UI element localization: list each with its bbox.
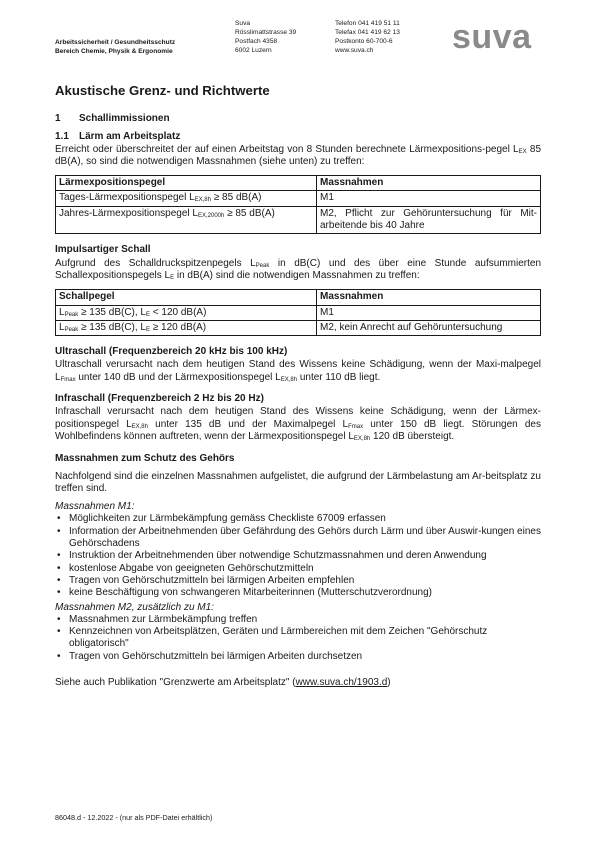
contact-line: Postkonto 60-700-6 [335,38,393,45]
section-label: Schallimmissionen [79,113,170,124]
address-line: Suva [235,20,251,27]
department-line: Arbeitssicherheit / Gesundheitsschutz [55,39,176,46]
m2-label: Massnahmen M2, zusätzlich zu M1: [55,601,214,613]
section-number: 1.1 [55,131,69,143]
list-item: • keine Beschäftigung von schwangeren Mitarbeiterinnen (Mutterschutzverordnung) [55,587,541,599]
ultrasound-heading: Ultraschall (Frequenzbereich 20 kHz bis 100 kHz) [55,346,288,358]
subsection-heading [55,131,541,143]
list-item: • Tragen von Gehörschutzmitteln bei lärmigen Arbeiten durchsetzen [55,651,541,663]
infrasound-heading: Infraschall (Frequenzbereich 2 Hz bis 20 Hz) [55,393,264,405]
list-item: • Information der Arbeitnehmenden über Gefährdung des Gehörs durch Lärm und über Auswir-kungen eines Gehörschadens [55,526,541,551]
address-block [235,19,296,55]
contact-line: www.suva.ch [335,47,374,54]
section-heading [55,113,541,125]
table-row: $L_{Peak} \ge 135$ dB(C), $L_E \ge 120$ dB(A) M2, kein Anrecht auf Gehöruntersuchung [56,320,541,335]
main-content [55,83,541,689]
address-line: 6002 Luzern [235,47,272,54]
list-item: • Instruktion der Arbeitnehmenden über notwendige Schutzmassnahmen und deren Anwendung [55,550,541,562]
table-header: Schallpegel [56,290,317,305]
department-line: Bereich Chemie, Physik & Ergonomie [55,48,173,55]
contact-line: Telefon 041 419 51 11 [335,20,400,27]
table-header: Massnahmen [317,290,541,305]
protection-heading: Massnahmen zum Schutz des Gehörs [55,453,235,465]
intro-paragraph: Erreicht oder überschreitet der auf einen Arbeitstag von 8 Stunden berechnete Lärmexpositions-pegel $L_{EX}$ 85 dB(A), so sind die notwendigen Massnahmen (siehe unten) zu treffen: [55,143,542,167]
table-row: Tages-Lärmexpositionspegel $L_{EX,8h} \ge 85$ dB(A) M1 [56,191,541,206]
contact-block [335,19,400,55]
infrasound-paragraph: Infraschall verursacht nach dem heutigen Stand des Wissens keine Schädigung, wenn der Lärmex-positionspegel $L_{EX,8h}$ unter 135 dB und der Maximalpegel $L_{Fmax}$ unter 150 dB liegt. Störungen des Wohlbefindens können auftreten, wenn der Lärmexpositionspegel $L_{EX,8h}$ 120 dB übersteigt. [55,406,541,442]
list-item: • Massnahmen zur Lärmbekämpfung treffen [55,614,541,626]
protection-intro: Nachfolgend sind die einzelnen Massnahmen aufgelistet, die aufgrund der Lärmbelastung am Ar-beitsplatz zu treffen sind. [55,470,541,494]
sound-level-table [55,289,541,336]
list-item: • Möglichkeiten zur Lärmbekämpfung gemäss Checkliste 67009 erfassen [55,513,541,525]
contact-line: Telefax 041 419 62 13 [335,29,400,36]
impulse-paragraph: Aufgrund des Schalldruckspitzenpegels $L_{Peak}$ in dB(C) und des über eine Stunde aufsummierten Schallexpositionspegels $L_E$ in dB(A) sind die notwendigen Massnahmen zu treffen: [55,257,542,281]
address-line: Postfach 4358 [235,38,278,45]
table-header: Massnahmen [317,176,541,191]
list-item: • kostenlose Abgabe von geeigneten Gehörschutzmitteln [55,563,541,575]
document-title: Akustische Grenz- und Richtwerte [55,83,270,98]
m2-list [55,614,541,663]
publication-link[interactable]: www.suva.ch/1903.d [295,676,388,688]
table-row: Jahres-Lärmexpositionspegel $L_{EX,2000h} \ge 85$ dB(A) M2, Pflicht zur Gehöruntersuchung für Mit-arbeitende bis 40 Jahre [56,206,541,234]
m1-list [55,513,541,599]
noise-exposure-table [55,175,541,234]
ultrasound-paragraph: Ultraschall verursacht nach dem heutigen Stand des Wissens keine Schädigung, wenn der Maxi-malpegel $L_{Fmax}$ unter 140 dB und der Lärmexpositionspegel $L_{EX,8h}$ unter 110 dB liegt. [55,359,541,383]
see-also-line: Siehe auch Publikation "Grenzwerte am Arbeitsplatz" (www.suva.ch/1903.d) [55,676,391,688]
m1-label: Massnahmen M1: [55,501,135,513]
section-label: Lärm am Arbeitsplatz [79,131,181,143]
address-line: Rösslimattstrasse 39 [235,29,297,36]
impulse-heading: Impulsartiger Schall [55,244,151,256]
suva-logo: suva [452,18,532,56]
section-number: 1 [55,113,61,124]
list-item: • Kennzeichnen von Arbeitsplätzen, Geräten und Lärmbereichen mit dem Zeichen "Gehörschutz obligatorisch" [55,626,541,651]
table-row: $L_{Peak} \ge 135$ dB(C), $L_E < 120$ dB(A) M1 [56,305,541,320]
table-header: Lärmexpositionspegel [56,176,317,191]
list-item: • Tragen von Gehörschutzmitteln bei lärmigen Arbeiten empfehlen [55,575,541,587]
department-block [55,38,175,56]
footer-note: 86048.d - 12.2022 - (nur als PDF-Datei erhältlich) [55,813,213,822]
